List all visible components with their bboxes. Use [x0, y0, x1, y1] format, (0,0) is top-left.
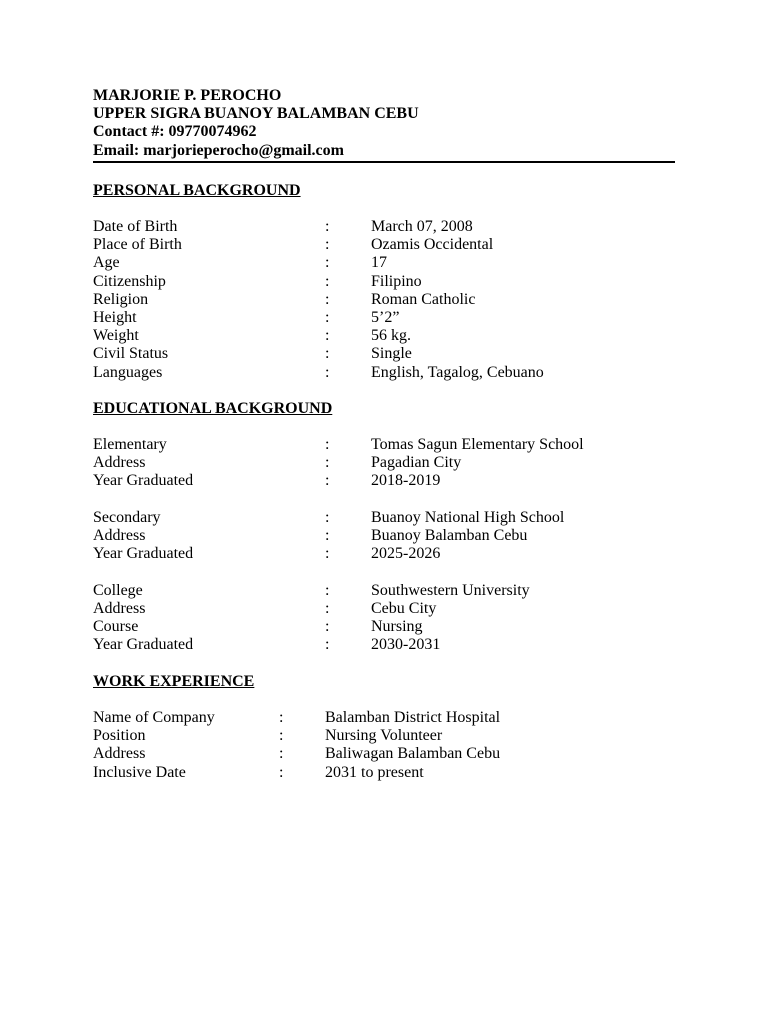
field-separator: :	[325, 345, 330, 363]
field-separator: :	[325, 636, 330, 654]
field-value: Roman Catholic	[371, 290, 476, 308]
field-value: 2030-2031	[371, 636, 441, 654]
field-separator: :	[325, 254, 330, 272]
field-value: Cebu City	[371, 599, 437, 617]
field-separator: :	[279, 745, 284, 763]
field-label: Weight	[93, 327, 139, 345]
field-label: Year Graduated	[93, 636, 194, 654]
applicant-email: Email: marjorieperocho@gmail.com	[93, 141, 344, 159]
field-separator: :	[279, 727, 284, 745]
field-value: Ozamis Occidental	[371, 236, 494, 254]
field-separator: :	[325, 436, 330, 453]
field-label: Course	[93, 617, 139, 635]
field-label: College	[93, 581, 143, 599]
field-separator: :	[325, 617, 330, 635]
resume-header	[93, 87, 419, 160]
field-value: 5’2”	[371, 308, 400, 326]
field-label: Year Graduated	[93, 472, 194, 490]
field-separator: :	[325, 363, 330, 381]
field-value: 56 kg.	[371, 327, 411, 345]
field-label: Secondary	[93, 508, 161, 526]
field-separator: :	[325, 526, 330, 544]
field-separator: :	[325, 599, 330, 617]
field-separator: :	[325, 472, 330, 490]
field-separator: :	[279, 763, 284, 781]
field-label: Position	[93, 727, 146, 745]
field-label: Name of Company	[93, 709, 215, 726]
field-separator: :	[325, 508, 330, 526]
field-value: English, Tagalog, Cebuano	[371, 363, 544, 381]
field-value: Southwestern University	[371, 581, 530, 599]
field-separator: :	[325, 454, 330, 472]
field-label: Address	[93, 526, 146, 544]
field-label: Height	[93, 308, 137, 326]
field-value: Pagadian City	[371, 454, 462, 472]
field-label: Citizenship	[93, 272, 166, 290]
field-separator: :	[325, 308, 330, 326]
field-value: Nursing Volunteer	[325, 727, 443, 745]
field-separator: :	[325, 218, 330, 235]
field-value: Buanoy National High School	[371, 508, 565, 526]
field-separator: :	[279, 709, 284, 726]
field-separator: :	[325, 581, 330, 599]
field-separator: :	[325, 272, 330, 290]
field-label: Elementary	[93, 436, 167, 453]
field-label: Age	[93, 254, 120, 272]
field-label: Address	[93, 454, 146, 472]
field-value: Tomas Sagun Elementary School	[371, 436, 584, 453]
field-separator: :	[325, 290, 330, 308]
field-value: Filipino	[371, 272, 422, 290]
field-separator: :	[325, 236, 330, 254]
work-experience-title: WORK EXPERIENCE	[93, 673, 255, 690]
field-label: Languages	[93, 363, 163, 381]
field-label: Address	[93, 745, 146, 763]
field-value: 2018-2019	[371, 472, 441, 490]
field-label: Date of Birth	[93, 218, 178, 235]
field-value: 17	[371, 254, 387, 272]
educational-background-title: EDUCATIONAL BACKGROUND	[93, 400, 333, 417]
field-label: Religion	[93, 290, 149, 308]
personal-background-title: PERSONAL BACKGROUND	[93, 182, 301, 199]
applicant-address: UPPER SIGRA BUANOY BALAMBAN CEBU	[93, 105, 419, 123]
field-label: Place of Birth	[93, 236, 182, 254]
field-value: Nursing	[371, 617, 423, 635]
field-value: March 07, 2008	[371, 218, 473, 235]
field-value: Balamban District Hospital	[325, 709, 501, 726]
field-label: Civil Status	[93, 345, 169, 363]
field-label: Address	[93, 599, 146, 617]
field-value: Single	[371, 345, 412, 363]
header-divider	[93, 161, 675, 163]
field-value: Buanoy Balamban Cebu	[371, 526, 528, 544]
applicant-contact: Contact #: 09770074962	[93, 123, 257, 141]
field-value: 2025-2026	[371, 545, 441, 563]
field-label: Year Graduated	[93, 545, 194, 563]
field-value: Baliwagan Balamban Cebu	[325, 745, 501, 763]
field-separator: :	[325, 327, 330, 345]
applicant-name: MARJORIE P. PEROCHO	[93, 87, 282, 104]
field-value: 2031 to present	[325, 763, 424, 781]
field-label: Inclusive Date	[93, 763, 186, 781]
field-separator: :	[325, 545, 330, 563]
